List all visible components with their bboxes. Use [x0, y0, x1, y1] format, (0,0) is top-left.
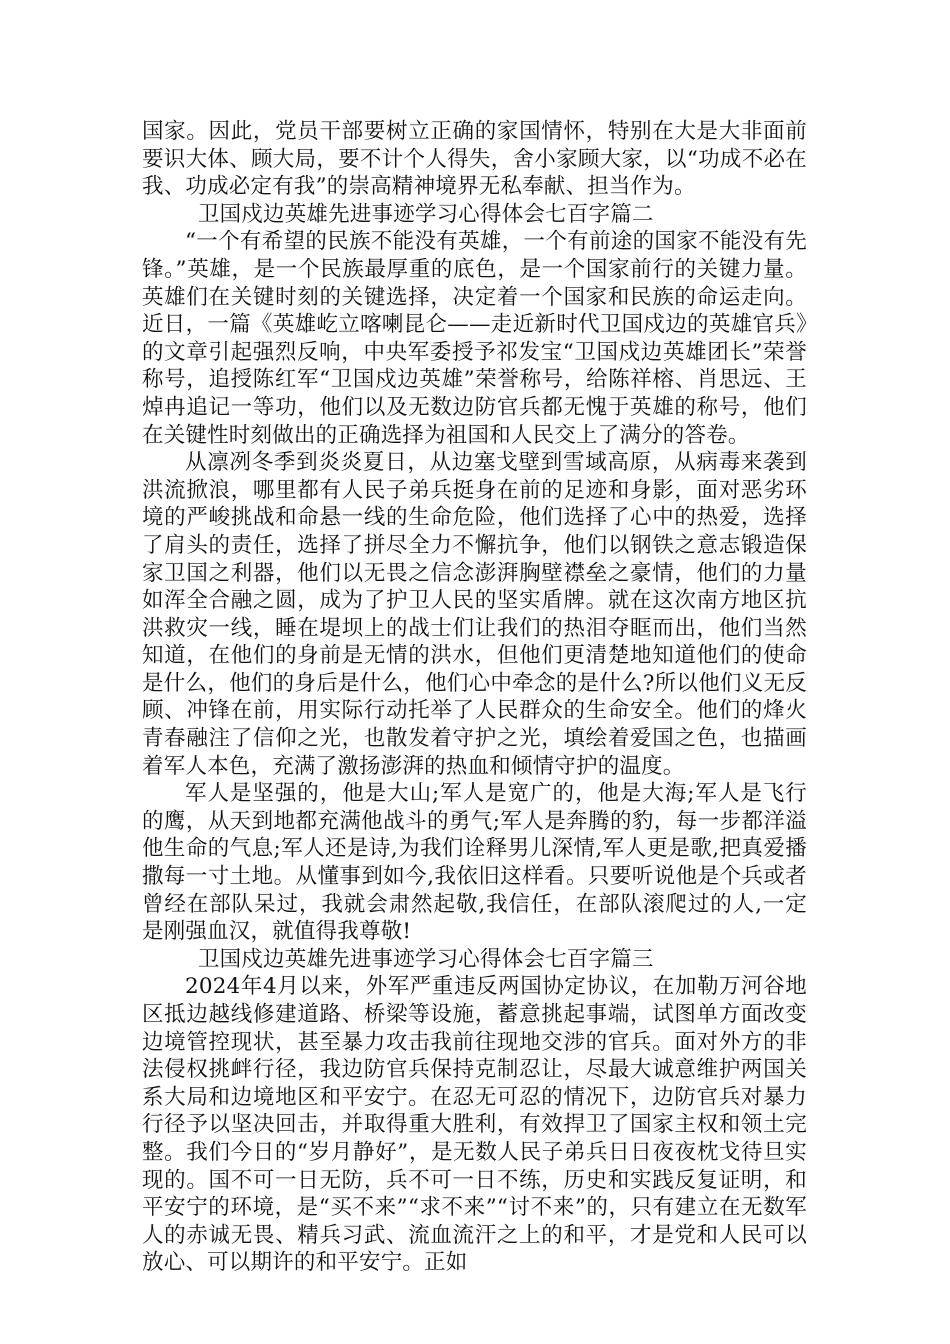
paragraph-heroes-quote: “一个有希望的民族不能没有英雄，一个有前途的国家不能没有先锋。”英雄，是一个民族最厚重的底色，是一个国家前行的关键力量。英雄们在关键时刻的关键选择，决定着一个国家和民族的命运走向。近日，一篇《英雄屹立喀喇昆仑——走近新时代卫国戍边的英雄官兵》的文章引起强烈反响，中央军委授予祁发宝“卫国戍边英雄团长”荣誉称号，追授陈红军“卫国戍边英雄”荣誉称号，给陈祥榕、肖思远、王焯冉追记一等功，他们以及无数边防官兵都无愧于英雄的称号，他们在关键性时刻做出的正确选择为祖国和人民交上了满分的答卷。	[142, 229, 807, 448]
section-heading-part-two: 卫国戍边英雄先进事迹学习心得体会七百字篇二	[197, 201, 654, 227]
paragraph-soldiers-seasons: 从凛冽冬季到炎炎夏日，从边塞戈壁到雪域高原，从病毒来袭到洪流掀浪，哪里都有人民子弟兵挺身在前的足迹和身影，面对恶劣环境的严峻挑战和命悬一线的生命危险，他们选择了心中的热爱，选择了肩头的责任，选择了拼尽全力不懈抗争，他们以钢铁之意志锻造保家卫国之利器，他们以无畏之信念澎湃胸壁襟垒之豪情，他们的力量如浑全合融之圆，成为了护卫人民的坚实盾牌。就在这次南方地区抗洪救灾一线，睡在堤坝上的战士们让我们的热泪夺眶而出，他们当然知道，在他们的身前是无情的洪水，但他们更清楚地知道他们的使命是什么，他们的身后是什么，他们心中牵念的是什么?所以他们义无反顾、冲锋在前，用实际行动托举了人民群众的生命安全。他们的烽火青春融注了信仰之光，也散发着守护之光，填绘着爱国之色，也描画着军人本色，充满了激扬澎湃的热血和倾情守护的温度。	[142, 450, 807, 779]
document-body	[142, 118, 807, 1277]
section-heading-part-three: 卫国戍边英雄先进事迹学习心得体会七百字篇三	[197, 946, 654, 972]
paragraph-galwan-events: 2024年4月以来，外军严重违反两国协定协议，在加勒万河谷地区抵边越线修建道路、桥梁等设施，蓄意挑起事端，试图单方面改变边境管控现状，甚至暴力攻击我前往现地交涉的官兵。面对外方的非法侵权挑衅行径，我边防官兵保持克制忍让，尽最大诚意维护两国关系大局和边境地区和平安宁。在忍无可忍的情况下，边防官兵对暴力行径予以坚决回击，并取得重大胜利，有效捍卫了国家主权和领土完整。我们今日的“岁月静好”，是无数人民子弟兵日日夜夜枕戈待旦实现的。国不可一日无防，兵不可一日不练，历史和实践反复证明，和平安宁的环境，是“买不来”“求不来”“讨不来”的，只有建立在无数军人的赤诚无畏、精兵习武、流血流汗之上的和平，才是党和人民可以放心、可以期许的和平安宁。正如	[142, 974, 807, 1276]
paragraph-continuation: 国家。因此，党员干部要树立正确的家国情怀，特别在大是大非面前要识大体、顾大局，要不计个人得失，舍小家顾大家，以“功成不必在我、功成必定有我”的崇高精神境界无私奉献、担当作为。	[142, 119, 807, 200]
paragraph-soldier-poem: 军人是坚强的，他是大山;军人是宽广的，他是大海;军人是飞行的鹰，从天到地都充满他战斗的勇气;军人是奔腾的豹，每一步都洋溢他生命的气息;军人还是诗,为我们诠释男儿深情,军人更是歌,把真爱播撒每一寸土地。从懂事到如今,我依旧这样看。只要听说他是个兵或者曾经在部队呆过，我就会肃然起敬,我信任，在部队滚爬过的人,一定是刚强血汉，就值得我尊敬!	[142, 781, 807, 945]
